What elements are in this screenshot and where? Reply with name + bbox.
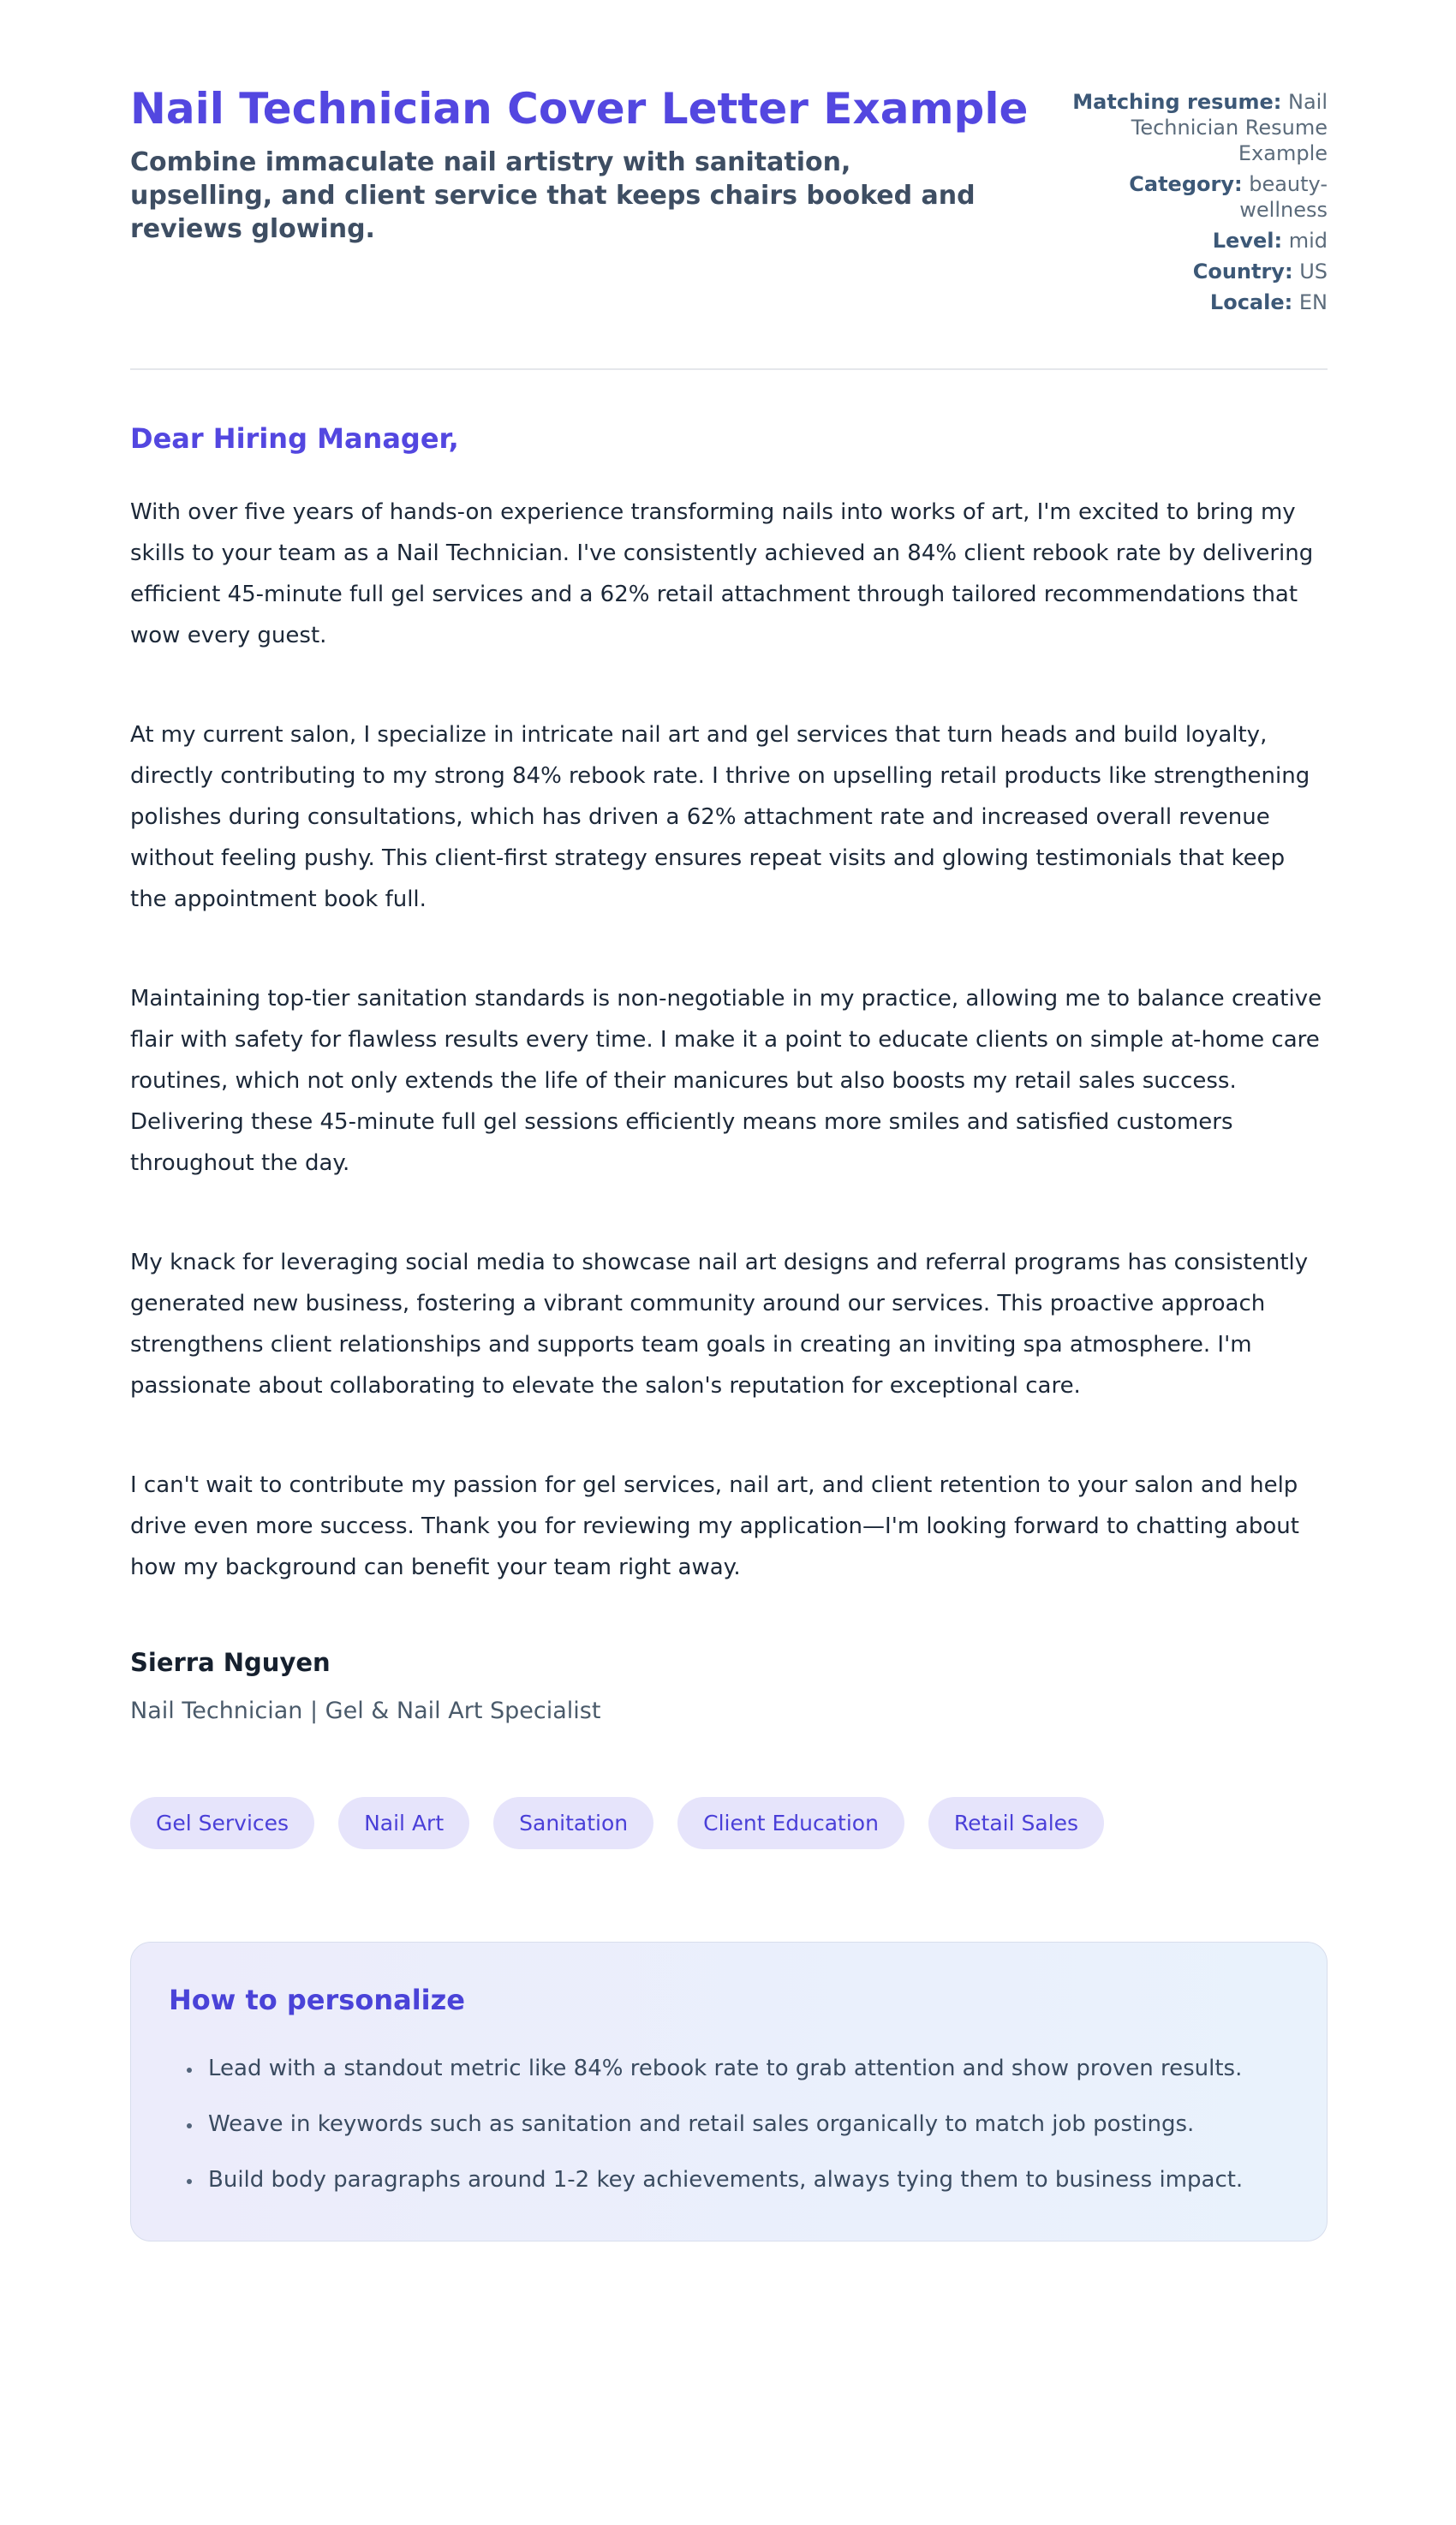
- tag-pill-nail-art: Nail Art: [338, 1797, 469, 1849]
- letter-paragraph-4: My knack for leveraging social media to showcase nail art designs and referral programs has consistently generated new business, fostering a vibrant community around our services. This proactive approach strengthens client relationships and supports team goals in creating an inviting spa atmosphere. I'm passionate about collaborating to elevate the salon's reputation for exceptional care.: [130, 1250, 1309, 1399]
- signature-name: Sierra Nguyen: [130, 1648, 331, 1677]
- signature-block: [130, 1646, 1328, 1727]
- tips-list: [169, 2047, 1286, 2201]
- meta-label: Country:: [1192, 260, 1293, 284]
- tip-item-3: • Build body paragraphs around 1-2 key achievements, always tying them to business impact.: [203, 2158, 1286, 2201]
- letter-paragraph-2: At my current salon, I specialize in intricate nail art and gel services that turn heads and build loyalty, directly contributing to my strong 84% rebook rate. I thrive on upselling retail products like strengthening polishes during consultations, which has driven a 62% attachment rate and increased overall revenue without feeling pushy. This client-first strategy ensures repeat visits and glowing testimonials that keep the appointment book full.: [130, 722, 1310, 912]
- letter-paragraph-3: Maintaining top-tier sanitation standards is non-negotiable in my practice, allowing me to balance creative flair with safety for flawless results every time. I make it a point to educate clients on simple at-home care routines, which not only extends the life of their manicures but also boosts my retail sales success. Delivering these 45-minute full gel sessions efficiently means more smiles and satisfied customers throughout the day.: [130, 986, 1322, 1176]
- meta-row-matching-resume: [1071, 89, 1328, 166]
- meta-row-category: [1071, 171, 1328, 223]
- meta-value: EN: [1298, 290, 1328, 314]
- tag-pill-gel-services: Gel Services: [130, 1797, 314, 1849]
- letter-paragraph-5: I can't wait to contribute my passion for gel services, nail art, and client retention to your salon and help drive even more success. Thank you for reviewing my application—I'm looking forward to chatting about how my background can benefit your team right away.: [130, 1472, 1299, 1580]
- letter-body: [130, 420, 1328, 1727]
- page-subtitle: Combine immaculate nail artistry with sanitation, upselling, and client service that keeps chairs booked and reviews glowing.: [130, 147, 976, 244]
- header-divider: [130, 368, 1328, 370]
- meta-row-country: [1071, 259, 1328, 284]
- tag-pill-retail-sales: Retail Sales: [928, 1797, 1104, 1849]
- tips-title: How to personalize: [169, 1984, 465, 2016]
- tag-pill-sanitation: Sanitation: [493, 1797, 653, 1849]
- tip-item-2: • Weave in keywords such as sanitation and retail sales organically to match job postings.: [203, 2103, 1286, 2146]
- meta-label: Locale:: [1209, 290, 1293, 314]
- meta-value: mid: [1288, 229, 1328, 253]
- header-title-block: [130, 82, 1038, 320]
- how-to-personalize-box: [130, 1942, 1328, 2241]
- tag-pill-client-education: Client Education: [677, 1797, 904, 1849]
- meta-row-locale: [1071, 290, 1328, 315]
- meta-label: Level:: [1212, 229, 1283, 253]
- page-header: [130, 82, 1328, 320]
- letter-greeting: Dear Hiring Manager,: [130, 422, 459, 455]
- letter-paragraph-1: With over five years of hands-on experience transforming nails into works of art, I'm excited to bring my skills to your team as a Nail Technician. I've consistently achieved an 84% client rebook rate by delivering efficient 45-minute full gel services and a 62% retail attachment through tailored recommendations that wow every guest.: [130, 499, 1314, 648]
- skill-tags: [130, 1797, 1328, 1849]
- meta-label: Matching resume:: [1072, 90, 1282, 114]
- tip-item-1: • Lead with a standout metric like 84% rebook rate to grab attention and show proven results.: [203, 2047, 1286, 2090]
- meta-value: US: [1299, 260, 1328, 284]
- resume-meta-panel: [1071, 82, 1328, 320]
- page-title: Nail Technician Cover Letter Example: [130, 84, 1029, 134]
- meta-value: Nail Technician Resume Example: [1131, 90, 1328, 165]
- meta-label: Category:: [1129, 172, 1243, 196]
- meta-value: beauty-wellness: [1239, 172, 1328, 222]
- signature-job-title: Nail Technician | Gel & Nail Art Specialist: [130, 1698, 601, 1724]
- meta-row-level: [1071, 228, 1328, 254]
